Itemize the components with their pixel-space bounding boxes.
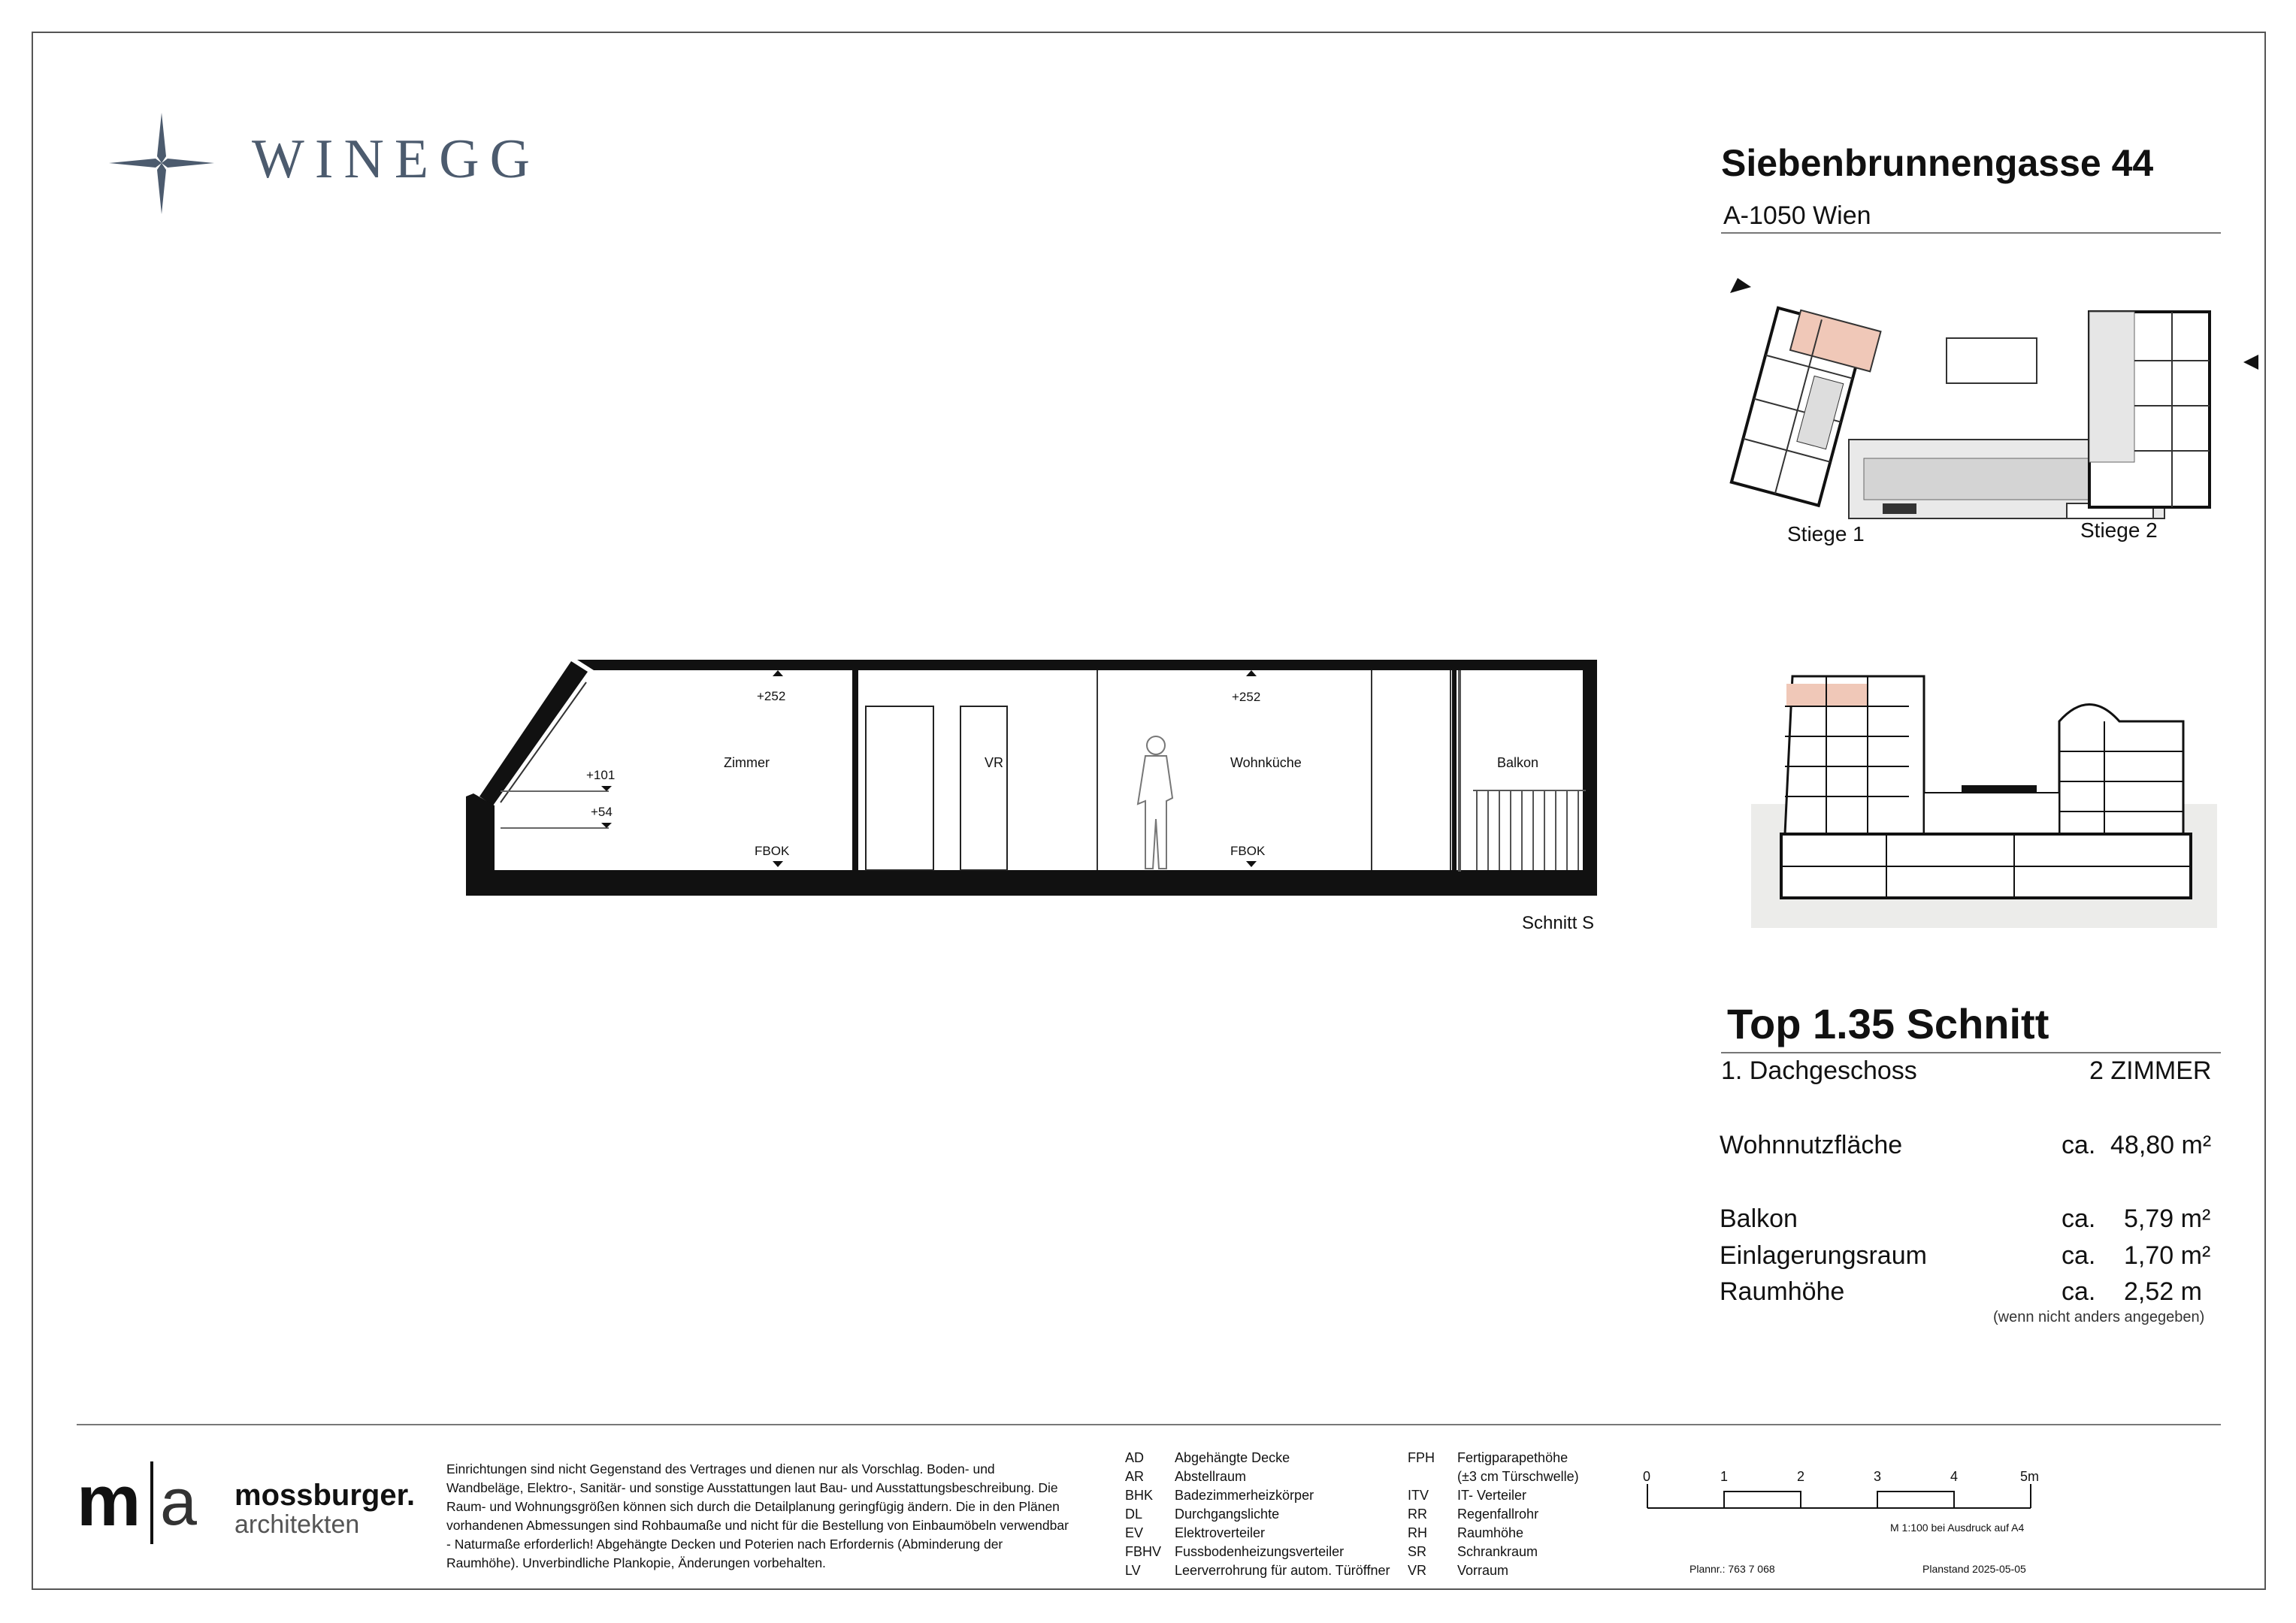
architect-mark-divider [150,1461,153,1544]
apartment-section-drawing [451,654,1608,947]
scale-tick: 5m [2020,1469,2040,1484]
area-ca: ca. [2062,1204,2096,1233]
legend-code: SR [1408,1544,1427,1559]
legend-text: Durchgangslichte [1175,1507,1280,1522]
address-rule [1721,232,2221,234]
legend-text: Leerverrohrung für autom. Türöffner [1175,1563,1390,1578]
legend-code: BHK [1125,1488,1154,1503]
area-value: 2,52 m [2124,1277,2202,1306]
plan-number: Plannr.: 763 7 068 [1689,1563,1775,1575]
unit-floor: 1. Dachgeschoss [1721,1056,1917,1085]
brand-logo-text: WINEGG [252,128,541,190]
room-zimmer: Zimmer [724,755,770,770]
stair-2-label: Stiege 2 [2080,518,2158,542]
architect-sub: architekten [234,1510,360,1539]
room-balkon: Balkon [1497,755,1539,770]
area-value: 48,80 m² [2110,1131,2212,1159]
unit-rule [1721,1052,2221,1053]
legend-text: Schrankraum [1457,1544,1538,1559]
area-note: (wenn nicht anders angegeben) [1993,1309,2205,1325]
site-plan [1676,278,2262,533]
level-sill-high: +101 [586,768,616,782]
area-ca: ca. [2062,1277,2096,1306]
legend-code: FPH [1408,1450,1435,1465]
legend-code: RH [1408,1525,1427,1540]
human-figure-icon [1138,736,1172,869]
scale-tick: 3 [1874,1469,1882,1484]
legend-text: Regenfallrohr [1457,1507,1539,1522]
level-ceiling-left: +252 [757,689,786,703]
legend-text: Abstellraum [1175,1469,1247,1484]
area-label: Balkon [1720,1204,1798,1233]
address-city: A-1050 Wien [1723,201,1871,230]
legend-text: Abgehängte Decke [1175,1450,1290,1465]
building-section-thumbnail [1751,657,2232,932]
legend-code: EV [1125,1525,1144,1540]
scale-tick: 0 [1643,1469,1651,1484]
area-value: 1,70 m² [2124,1241,2211,1270]
legend-right [1408,1449,1579,1580]
room-vr: VR [985,755,1004,770]
scale-tick: 1 [1720,1469,1729,1484]
legend-code: FBHV [1125,1544,1162,1559]
legend-text: Fertigparapethöhe [1457,1450,1568,1465]
architect-mark-right: a [160,1464,197,1539]
scale-note: M 1:100 bei Ausdruck auf A4 [1890,1522,2025,1534]
level-floor-left: FBOK [755,844,790,858]
legend-text: Fussbodenheizungsverteiler [1175,1544,1345,1559]
legend-code: LV [1125,1563,1141,1578]
legend-text: Vorraum [1457,1563,1509,1578]
unit-rooms: 2 ZIMMER [2089,1056,2212,1085]
scale-tick: 2 [1797,1469,1805,1484]
architect-mark-left: m [77,1461,141,1541]
area-label: Wohnnutzfläche [1720,1131,1903,1159]
room-wohnkueche: Wohnküche [1230,755,1302,770]
level-sill-low: +54 [591,805,613,819]
scale-bar [1642,1484,2040,1514]
legend-code: DL [1125,1507,1143,1522]
area-label: Raumhöhe [1720,1277,1845,1306]
legend-code: ITV [1408,1488,1429,1503]
level-floor-right: FBOK [1230,844,1266,858]
legend-text: Badezimmerheizkörper [1175,1488,1314,1503]
footer-rule [77,1424,2221,1425]
area-value: 5,79 m² [2124,1204,2211,1233]
area-label: Einlagerungsraum [1720,1241,1927,1270]
legend-code: AR [1125,1469,1145,1484]
legend-code: VR [1408,1563,1427,1578]
legend-left [1125,1449,1390,1580]
legend-code: RR [1408,1507,1427,1522]
architect-name: mossburger. [234,1479,416,1512]
plan-date: Planstand 2025-05-05 [1922,1563,2026,1575]
legend-text: IT- Verteiler [1457,1488,1527,1503]
scale-ticks [1642,1469,2040,1487]
compass-star-icon [109,113,214,214]
area-ca: ca. [2062,1241,2096,1270]
legend-text: (±3 cm Türschwelle) [1457,1469,1579,1484]
disclaimer-text: Einrichtungen sind nicht Gegenstand des Vertrages und dienen nur als Vorschlag. Boden- und Wandbeläge, Elektro-, Sanitär- und sonstige Ausstattungen laut Bau- und Ausstattungsbeschreibung. Die Raum- und Wohnungsgrößen können sich durch die Detailplanung geringfügig ändern. Die in den Plänen vorhandenen Abmessungen sind Rohbaumaße und nicht für die Bestellung von Einbaumöbeln verwendbar - Naturmaße erforderlich! Abgehängte Decken und Poterien nach Erfordernis (Abminderung der Raumhöhe). Unverbindliche Plankopie, Änderungen vorbehalten. [446,1461,1069,1570]
legend-code: AD [1125,1450,1145,1465]
unit-title: Top 1.35 Schnitt [1727,1000,2049,1047]
address-street: Siebenbrunnengasse 44 [1721,142,2154,184]
scale-tick: 4 [1950,1469,1959,1484]
area-ca: ca. [2062,1131,2096,1159]
level-ceiling-right: +252 [1232,690,1261,704]
section-caption: Schnitt S [1522,913,1595,933]
legend-text: Elektroverteiler [1175,1525,1266,1540]
legend-text: Raumhöhe [1457,1525,1524,1540]
stair-1-label: Stiege 1 [1787,522,1865,546]
